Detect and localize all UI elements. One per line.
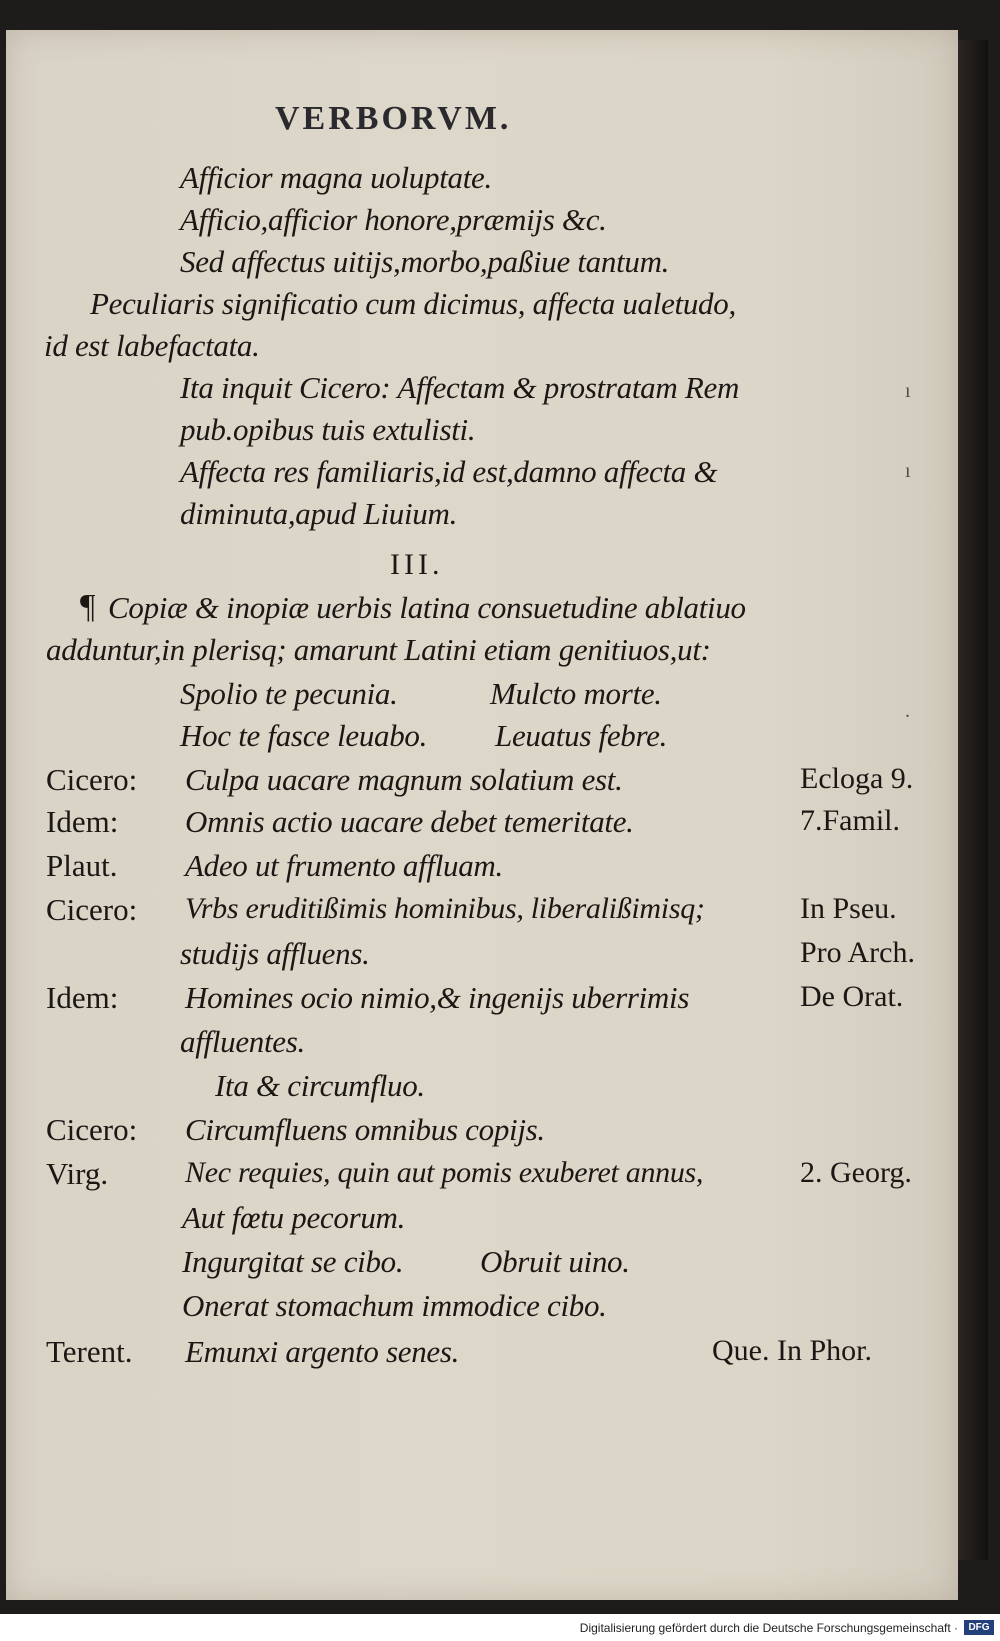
margin-reference: De Orat. <box>800 980 904 1013</box>
text-line: Homines ocio nimio,& ingenijs uberrimis <box>185 980 690 1015</box>
text-line: Ita & circumfluo. <box>215 1068 425 1103</box>
margin-source: Cicero: <box>46 762 138 797</box>
margin-source: Cicero: <box>46 892 138 927</box>
margin-source: Terent. <box>46 1334 133 1369</box>
text-line: Afficio,afficior honore,præmijs &c. <box>180 202 607 237</box>
text-line: Peculiaris significatio cum dicimus, affecta ualetudo, <box>90 286 736 321</box>
text-line: Leuatus febre. <box>495 718 668 753</box>
text-line: adduntur,in plerisq; amarunt Latini etiam genitiuos,ut: <box>46 632 711 667</box>
text-line: diminuta,apud Liuium. <box>180 496 458 531</box>
text-line: studijs affluens. <box>180 936 370 971</box>
bleed-mark: . <box>905 700 910 722</box>
text-line: Mulcto morte. <box>490 676 662 711</box>
text-line: Aut fœtu pecorum. <box>182 1200 406 1235</box>
text-line: Spolio te pecunia. <box>180 676 398 711</box>
margin-source: Idem: <box>46 980 119 1015</box>
bleed-mark: ı <box>905 380 911 402</box>
running-header: VERBORVM. <box>275 100 512 137</box>
text-line: Emunxi argento senes. <box>185 1334 460 1369</box>
text-line: Affecta res familiaris,id est,damno affecta & <box>180 454 718 489</box>
paragraph-mark: ¶ <box>80 588 96 625</box>
text-line: pub.opibus tuis extulisti. <box>180 412 476 447</box>
text-line: Sed affectus uitijs,morbo,paßiue tantum. <box>180 244 670 279</box>
text-line: Omnis actio uacare debet temeritate. <box>185 804 634 839</box>
margin-source: Cicero: <box>46 1112 138 1147</box>
text-line: Ingurgitat se cibo. <box>182 1244 404 1279</box>
text-line: Circumfluens omnibus copijs. <box>185 1112 545 1147</box>
bleed-mark: ı <box>905 460 911 482</box>
book-edge <box>958 40 988 1560</box>
text-line: Obruit uino. <box>480 1244 630 1279</box>
margin-reference: Ecloga 9. <box>800 762 914 795</box>
text-line: Vrbs eruditißimis hominibus, liberalißimisq; <box>185 892 705 925</box>
text-line: Afficior magna uoluptate. <box>180 160 492 195</box>
footer-credit: Digitalisierung gefördert durch die Deutsche Forschungsgemeinschaft · <box>579 1621 958 1635</box>
section-number: III. <box>390 548 444 581</box>
text-line: Nec requies, quin aut pomis exuberet annus, <box>185 1156 704 1189</box>
dfg-logo: DFG <box>964 1620 994 1635</box>
margin-source: Virg. <box>46 1156 109 1191</box>
text-line: Hoc te fasce leuabo. <box>180 718 428 753</box>
text-line: Adeo ut frumento affluam. <box>185 848 503 883</box>
text-line: Culpa uacare magnum solatium est. <box>185 762 623 797</box>
margin-reference: In Pseu. <box>800 892 897 925</box>
margin-reference: 2. Georg. <box>800 1156 912 1189</box>
margin-source: Idem: <box>46 804 119 839</box>
text-line: affluentes. <box>180 1024 305 1059</box>
margin-reference: Pro Arch. <box>800 936 915 969</box>
text-line: Onerat stomachum immodice cibo. <box>182 1288 607 1323</box>
margin-reference: 7.Famil. <box>800 804 901 837</box>
text-line: Ita inquit Cicero: Affectam & prostratam Rem <box>180 370 740 405</box>
margin-reference: Que. In Phor. <box>712 1334 872 1367</box>
text-line: Copiæ & inopiæ uerbis latina consuetudine ablatiuo <box>108 590 746 625</box>
text-line: id est labefactata. <box>44 328 260 363</box>
margin-source: Plaut. <box>46 848 118 883</box>
